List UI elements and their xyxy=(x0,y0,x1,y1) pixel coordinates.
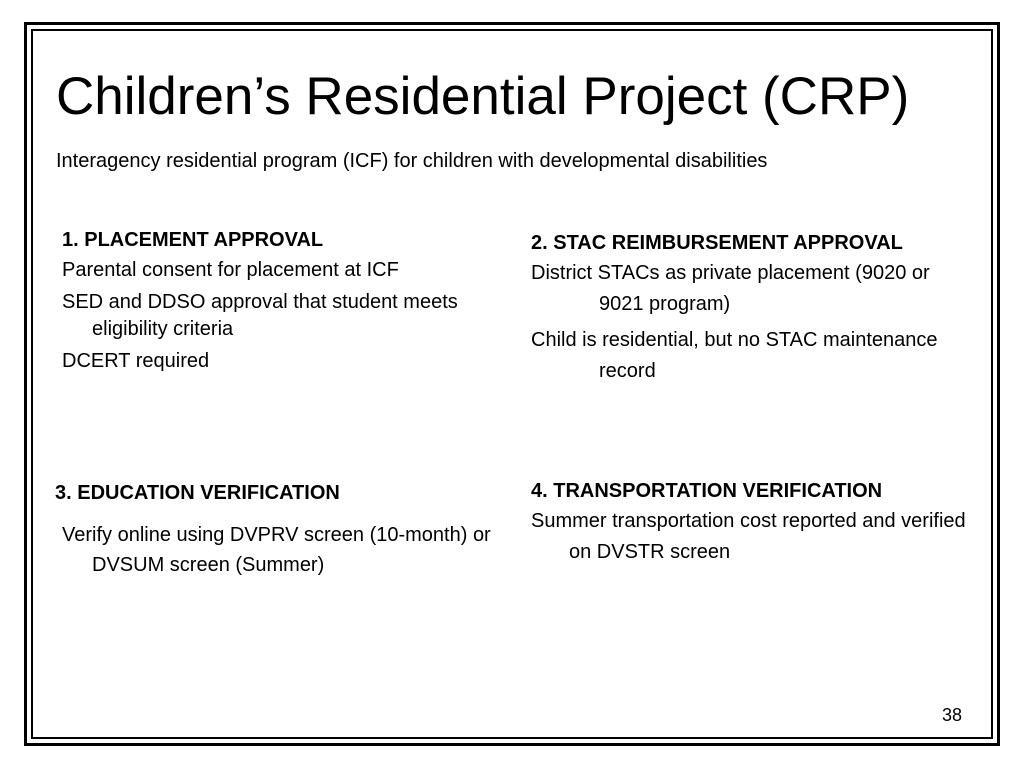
section-heading: 1. PLACEMENT APPROVAL xyxy=(62,229,324,251)
page-number: 38 xyxy=(941,705,962,725)
section-education-verification xyxy=(55,478,495,585)
bullet-item: Parental consent for placement at ICF xyxy=(62,259,399,281)
bullet-item: Summer transportation cost reported and verified on DVSTR screen xyxy=(531,510,966,563)
slide-subtitle: Interagency residential program (ICF) for children with developmental disabilities xyxy=(56,150,768,172)
section-heading: 2. STAC REIMBURSEMENT APPROVAL xyxy=(531,232,903,254)
section-heading: 4. TRANSPORTATION VERIFICATION xyxy=(531,480,883,502)
section-heading: 3. EDUCATION VERIFICATION xyxy=(55,482,340,504)
bullet-item: District STACs as private placement (9020 or 9021 program) xyxy=(531,262,930,315)
bullet-item: DCERT required xyxy=(62,350,210,372)
section-placement-approval xyxy=(62,226,502,380)
bullet-item: Child is residential, but no STAC maintenance record xyxy=(531,329,938,382)
bullet-item: Verify online using DVPRV screen (10-month) or DVSUM screen (Summer) xyxy=(62,524,491,576)
section-transportation-verification xyxy=(531,476,971,573)
bullet-item: SED and DDSO approval that student meets eligibility criteria xyxy=(62,291,458,340)
section-stac-reimbursement-approval xyxy=(531,228,971,392)
slide-title: Children’s Residential Project (CRP) xyxy=(56,67,910,126)
